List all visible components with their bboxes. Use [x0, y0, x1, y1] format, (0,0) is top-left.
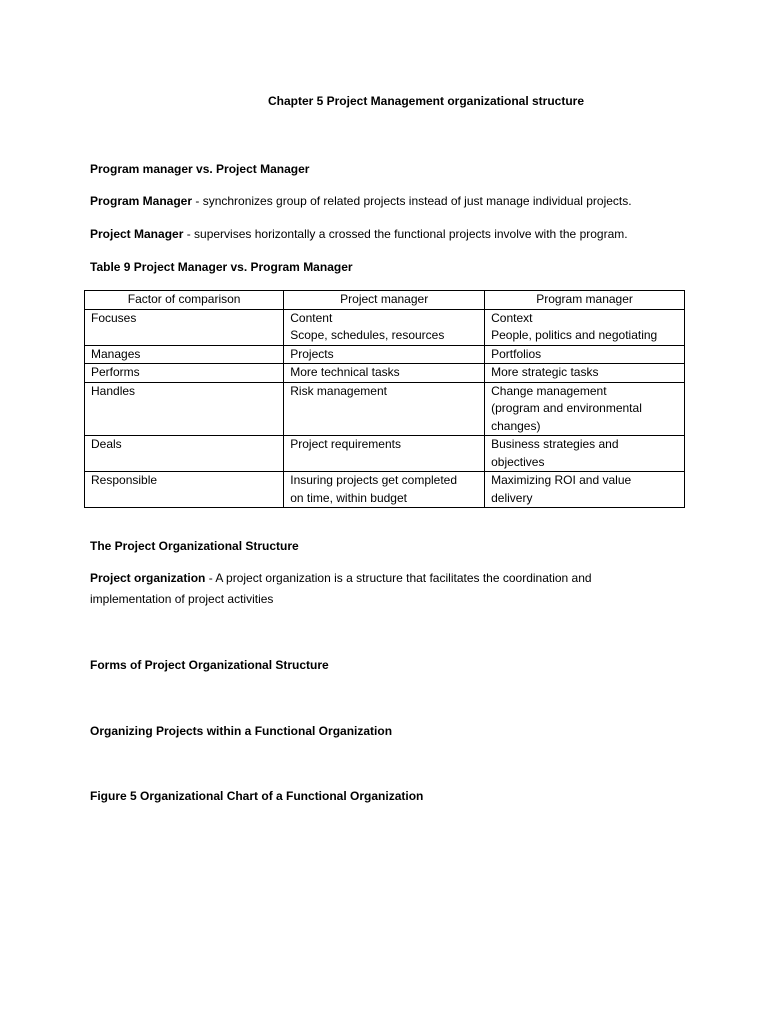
program-manager-definition [90, 192, 632, 210]
cell-text-line: Business strategies and [491, 437, 619, 451]
program-manager-cell [485, 364, 685, 383]
project-organization-term: Project organization [90, 571, 206, 585]
table-row [85, 345, 685, 364]
cell-text-line: More technical tasks [290, 365, 400, 379]
factor-cell: Handles [85, 382, 284, 436]
project-manager-cell [284, 382, 485, 436]
program-manager-cell [485, 472, 685, 508]
cell-text-line: Projects [290, 346, 334, 361]
cell-text-line: Risk management [290, 383, 387, 398]
project-manager-cell [284, 345, 485, 364]
table-header-cell: Factor of comparison [85, 291, 284, 310]
cell-text-line: on time, within budget [290, 490, 407, 505]
table-row [85, 436, 685, 472]
cell-text-line: People, politics and negotiating [491, 328, 658, 342]
cell-text-line: Context [491, 310, 533, 325]
program-manager-cell [485, 345, 685, 364]
factor-cell: Deals [85, 436, 284, 472]
project-manager-cell [284, 364, 485, 383]
program-manager-cell [485, 382, 685, 436]
cell-text-line: Portfolios [491, 346, 542, 361]
cell-text-line: Insuring projects get completed [290, 473, 458, 487]
functional-organization-heading: Organizing Projects within a Functional Organization [90, 724, 393, 738]
factor-cell: Focuses [85, 309, 284, 345]
cell-text-line: (program and environmental [491, 401, 642, 415]
chapter-title: Chapter 5 Project Management organizational structure [267, 94, 585, 108]
table-row [85, 309, 685, 345]
table-row [85, 382, 685, 436]
table-header-cell: Program manager [485, 291, 685, 310]
forms-heading: Forms of Project Organizational Structure [90, 658, 329, 672]
program-manager-term: Program Manager [90, 194, 193, 208]
factor-cell: Performs [85, 364, 284, 383]
project-organization-definition [90, 568, 670, 610]
cell-text-line: objectives [491, 454, 545, 469]
table-body [85, 309, 685, 508]
section-heading-program-vs-project: Program manager vs. Project Manager [90, 162, 310, 176]
cell-text-line: Maximizing ROI and value [491, 473, 632, 487]
figure-caption: Figure 5 Organizational Chart of a Functional Organization [90, 789, 424, 803]
project-manager-cell [284, 309, 485, 345]
table-header-cell: Project manager [284, 291, 485, 310]
factor-cell: Manages [85, 345, 284, 364]
cell-text-line: Content [290, 310, 333, 325]
table-header-row [85, 291, 685, 310]
cell-text-line: changes) [491, 418, 541, 433]
table-caption: Table 9 Project Manager vs. Program Manager [90, 260, 353, 274]
project-manager-term: Project Manager [90, 227, 184, 241]
section-heading-project-org-structure: The Project Organizational Structure [90, 539, 299, 553]
cell-text-line: delivery [491, 490, 533, 505]
project-organization-text: - A project organization is a structure that facilitates the coordination and implementation of project activities [90, 571, 592, 606]
cell-text-line: Scope, schedules, resources [290, 328, 445, 342]
project-manager-definition [90, 225, 628, 243]
cell-text-line: Change management [491, 383, 607, 398]
project-manager-cell [284, 436, 485, 472]
program-manager-text: - synchronizes group of related projects instead of just manage individual projects. [192, 194, 632, 208]
program-manager-cell [485, 309, 685, 345]
table-row [85, 472, 685, 508]
program-manager-cell [485, 436, 685, 472]
cell-text-line: More strategic tasks [491, 365, 599, 379]
factor-cell: Responsible [85, 472, 284, 508]
project-manager-cell [284, 472, 485, 508]
cell-text-line: Project requirements [290, 437, 401, 451]
project-manager-text: - supervises horizontally a crossed the functional projects involve with the program. [183, 227, 628, 241]
comparison-table [84, 290, 685, 508]
table-row [85, 364, 685, 383]
